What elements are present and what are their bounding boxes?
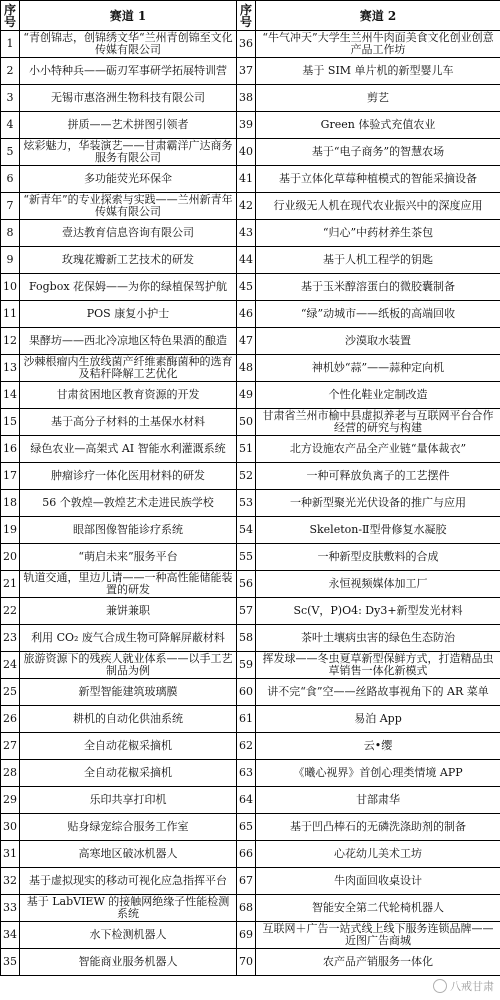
track1-project: 拼质——艺术拼图引领者 — [20, 112, 237, 139]
table-row — [1, 679, 500, 706]
track1-project: 壹达教育信息咨询有限公司 — [20, 220, 237, 247]
row-number-left: 10 — [1, 274, 20, 301]
track2-project: 牛肉面回收桌设计 — [256, 868, 500, 895]
table-row — [1, 868, 500, 895]
track1-project: 眼部图像智能诊疗系统 — [20, 517, 237, 544]
track1-project: 基于高分子材料的土基保水材料 — [20, 409, 237, 436]
track2-project: 永恒视频媒体加工厂 — [256, 571, 500, 598]
track1-project: 基于虚拟现实的移动可视化应急指挥平台 — [20, 868, 237, 895]
row-number-right: 64 — [237, 787, 256, 814]
row-number-right: 67 — [237, 868, 256, 895]
row-number-left: 23 — [1, 625, 20, 652]
track2-project: “绿”动城市——纸板的高端回收 — [256, 301, 500, 328]
row-number-right: 50 — [237, 409, 256, 436]
row-number-left: 18 — [1, 490, 20, 517]
row-number-left: 11 — [1, 301, 20, 328]
row-number-left: 30 — [1, 814, 20, 841]
table-row — [1, 247, 500, 274]
track2-project: Skeleton-Ⅱ型骨修复水凝胶 — [256, 517, 500, 544]
row-number-left: 21 — [1, 571, 20, 598]
header-no-left: 序号 — [1, 1, 20, 31]
track2-project: 沙漠取水装置 — [256, 328, 500, 355]
table-row — [1, 517, 500, 544]
row-number-left: 3 — [1, 85, 20, 112]
track2-project: 智能安全第二代轮椅机器人 — [256, 895, 500, 922]
row-number-right: 70 — [237, 949, 256, 976]
row-number-left: 1 — [1, 31, 20, 58]
track1-project: 全自动花椒采摘机 — [20, 733, 237, 760]
track1-project: 旅游资源下的残疾人就业体系——以手工艺制品为例 — [20, 652, 237, 679]
track1-project: 基于 LabVIEW 的接触网绝缘子性能检测系统 — [20, 895, 237, 922]
row-number-left: 12 — [1, 328, 20, 355]
track2-project: 基于玉米醇溶蛋白的微胶囊制备 — [256, 274, 500, 301]
row-number-right: 44 — [237, 247, 256, 274]
row-number-right: 45 — [237, 274, 256, 301]
track1-project: 利用 CO₂ 废气合成生物可降解屏蔽材料 — [20, 625, 237, 652]
row-number-right: 57 — [237, 598, 256, 625]
table-row — [1, 166, 500, 193]
track2-project: 挥发球——冬虫夏草新型保鲜方式，打造精品虫草销售一体化新模式 — [256, 652, 500, 679]
watermark-text: 八戒甘肃 — [450, 980, 494, 993]
table-row — [1, 355, 500, 382]
header-track2: 赛道 2 — [256, 1, 500, 31]
track1-project: 全自动花椒采摘机 — [20, 760, 237, 787]
row-number-right: 54 — [237, 517, 256, 544]
table-header-row — [1, 1, 500, 31]
table-row — [1, 544, 500, 571]
row-number-left: 8 — [1, 220, 20, 247]
track1-project: 玫瑰花瓣新工艺技术的研发 — [20, 247, 237, 274]
row-number-right: 58 — [237, 625, 256, 652]
row-number-left: 15 — [1, 409, 20, 436]
row-number-left: 33 — [1, 895, 20, 922]
table-row — [1, 31, 500, 58]
row-number-left: 28 — [1, 760, 20, 787]
track1-project: 智能商业服务机器人 — [20, 949, 237, 976]
track2-project: 《曦心视界》首创心理类情境 APP — [256, 760, 500, 787]
track1-project: 兼饼兼职 — [20, 598, 237, 625]
row-number-right: 69 — [237, 922, 256, 949]
row-number-left: 4 — [1, 112, 20, 139]
row-number-right: 63 — [237, 760, 256, 787]
table-row — [1, 274, 500, 301]
track2-project: 互联网＋广告一站式线上线下服务连锁品牌——近图广告商城 — [256, 922, 500, 949]
track2-project: Sc(V，P)O4: Dy3+新型发光材料 — [256, 598, 500, 625]
track1-project: 无锡市惠洛洲生物科技有限公司 — [20, 85, 237, 112]
track1-project: 轨道交通，里边儿请——一种高性能储能装置的研发 — [20, 571, 237, 598]
row-number-right: 66 — [237, 841, 256, 868]
table-row — [1, 841, 500, 868]
track2-project: 剪艺 — [256, 85, 500, 112]
track1-project: 果酵坊——西北冷凉地区特色果酒的酿造 — [20, 328, 237, 355]
track1-project: “萌启未来”服务平台 — [20, 544, 237, 571]
row-number-right: 36 — [237, 31, 256, 58]
row-number-right: 62 — [237, 733, 256, 760]
track1-project: 贴身绿宠综合服务工作室 — [20, 814, 237, 841]
track2-project: 一种可释放负离子的工艺摆件 — [256, 463, 500, 490]
brand-logo-icon — [433, 979, 447, 993]
row-number-right: 65 — [237, 814, 256, 841]
row-number-left: 14 — [1, 382, 20, 409]
row-number-right: 52 — [237, 463, 256, 490]
track2-project: 基于凹凸棒石的无磷洗涤助剂的制备 — [256, 814, 500, 841]
table-row — [1, 58, 500, 85]
row-number-right: 47 — [237, 328, 256, 355]
table-row — [1, 922, 500, 949]
table-row — [1, 382, 500, 409]
track2-project: 神机妙“蒜”——蒜种定向机 — [256, 355, 500, 382]
table-row — [1, 436, 500, 463]
track1-project: 56 个敦煌—敦煌艺术走进民族学校 — [20, 490, 237, 517]
track2-project: 心花幼儿美术工坊 — [256, 841, 500, 868]
row-number-right: 42 — [237, 193, 256, 220]
row-number-right: 51 — [237, 436, 256, 463]
row-number-right: 39 — [237, 112, 256, 139]
row-number-left: 22 — [1, 598, 20, 625]
table-row — [1, 112, 500, 139]
track1-project: 乐印共享打印机 — [20, 787, 237, 814]
track2-project: 基于立体化草莓种植模式的智能采摘设备 — [256, 166, 500, 193]
table-row — [1, 625, 500, 652]
track2-project: 讲不完“食”空——丝路故事视角下的 AR 菜单 — [256, 679, 500, 706]
table-row — [1, 328, 500, 355]
row-number-left: 24 — [1, 652, 20, 679]
table-row — [1, 490, 500, 517]
track1-project: 绿色农业—高架式 AI 智能水利灌溉系统 — [20, 436, 237, 463]
table-row — [1, 706, 500, 733]
table-row — [1, 409, 500, 436]
track2-project: 基于 SIM 单片机的新型婴儿车 — [256, 58, 500, 85]
table-row — [1, 463, 500, 490]
row-number-left: 13 — [1, 355, 20, 382]
table-row — [1, 814, 500, 841]
track1-project: Fogbox 花保姆——为你的绿植保驾护航 — [20, 274, 237, 301]
track1-project: 高寒地区破冰机器人 — [20, 841, 237, 868]
row-number-left: 27 — [1, 733, 20, 760]
track2-project: 茶叶土壤病虫害的绿色生态防治 — [256, 625, 500, 652]
table-row — [1, 949, 500, 976]
table-row — [1, 139, 500, 166]
track1-project: 小小特种兵——砺刃军事研学拓展特训营 — [20, 58, 237, 85]
track2-project: 甘部肃华 — [256, 787, 500, 814]
track1-project: 耕机的自动化供油系统 — [20, 706, 237, 733]
row-number-right: 43 — [237, 220, 256, 247]
table-row — [1, 571, 500, 598]
row-number-left: 20 — [1, 544, 20, 571]
row-number-left: 32 — [1, 868, 20, 895]
track2-project: 云•缨 — [256, 733, 500, 760]
track2-project: 一种新型皮肤敷料的合成 — [256, 544, 500, 571]
track1-project: “青创锦志，创锦绣文华“兰州青创锦至文化传媒有限公司 — [20, 31, 237, 58]
table-row — [1, 193, 500, 220]
row-number-right: 53 — [237, 490, 256, 517]
header-no-right: 序号 — [237, 1, 256, 31]
row-number-left: 31 — [1, 841, 20, 868]
row-number-right: 59 — [237, 652, 256, 679]
row-number-right: 38 — [237, 85, 256, 112]
track1-project: “新青年”的专业探索与实践——兰州新青年传媒有限公司 — [20, 193, 237, 220]
row-number-left: 34 — [1, 922, 20, 949]
track2-project: 基于“电子商务”的智慧农场 — [256, 139, 500, 166]
track1-project: 沙棘根瘤内生放线菌产纤维素酶菌种的选育及秸秆降解工艺优化 — [20, 355, 237, 382]
row-number-left: 17 — [1, 463, 20, 490]
row-number-left: 2 — [1, 58, 20, 85]
row-number-left: 6 — [1, 166, 20, 193]
watermark — [433, 978, 494, 994]
table-row — [1, 895, 500, 922]
row-number-left: 7 — [1, 193, 20, 220]
row-number-left: 9 — [1, 247, 20, 274]
track2-project: 北方设施农产品全产业链“量体裁衣” — [256, 436, 500, 463]
table-row — [1, 598, 500, 625]
header-track1: 赛道 1 — [20, 1, 237, 31]
track2-project: 一种新型聚光光伏设备的推广与应用 — [256, 490, 500, 517]
track1-project: 甘肃贫困地区教育资源的开发 — [20, 382, 237, 409]
row-number-right: 37 — [237, 58, 256, 85]
table-row — [1, 787, 500, 814]
track2-project: “归心”中药材养生茶包 — [256, 220, 500, 247]
track2-project: 个性化鞋业定制改造 — [256, 382, 500, 409]
row-number-right: 56 — [237, 571, 256, 598]
row-number-right: 61 — [237, 706, 256, 733]
track1-project: 新型智能建筑玻璃膜 — [20, 679, 237, 706]
table-row — [1, 760, 500, 787]
row-number-right: 41 — [237, 166, 256, 193]
row-number-left: 25 — [1, 679, 20, 706]
track1-project: 炫彩魅力，华装演艺——甘肃霸洋广达商务服务有限公司 — [20, 139, 237, 166]
track2-project: 甘肃省兰州市榆中县虚拟养老与互联网平台合作经营的研究与构建 — [256, 409, 500, 436]
track2-project: 行业级无人机在现代农业振兴中的深度应用 — [256, 193, 500, 220]
track1-project: 多功能荧光环保伞 — [20, 166, 237, 193]
table-row — [1, 733, 500, 760]
track2-project: 农产品产销服务一体化 — [256, 949, 500, 976]
row-number-left: 29 — [1, 787, 20, 814]
row-number-left: 5 — [1, 139, 20, 166]
row-number-right: 40 — [237, 139, 256, 166]
track1-project: POS 康复小护士 — [20, 301, 237, 328]
row-number-right: 60 — [237, 679, 256, 706]
table-row — [1, 652, 500, 679]
track2-project: “牛气冲天”大学生兰州牛肉面美食文化创业创意产品工作坊 — [256, 31, 500, 58]
row-number-left: 16 — [1, 436, 20, 463]
track1-project: 肿瘤诊疗一体化医用材料的研发 — [20, 463, 237, 490]
row-number-left: 26 — [1, 706, 20, 733]
table-row — [1, 85, 500, 112]
track2-project: Green 体验式充值农业 — [256, 112, 500, 139]
row-number-right: 68 — [237, 895, 256, 922]
table-row — [1, 220, 500, 247]
row-number-left: 35 — [1, 949, 20, 976]
track2-project: 易泊 App — [256, 706, 500, 733]
row-number-right: 55 — [237, 544, 256, 571]
row-number-right: 49 — [237, 382, 256, 409]
table-row — [1, 301, 500, 328]
row-number-right: 48 — [237, 355, 256, 382]
track2-project: 基于人机工程学的钥匙 — [256, 247, 500, 274]
row-number-left: 19 — [1, 517, 20, 544]
track1-project: 水下检测机器人 — [20, 922, 237, 949]
row-number-right: 46 — [237, 301, 256, 328]
